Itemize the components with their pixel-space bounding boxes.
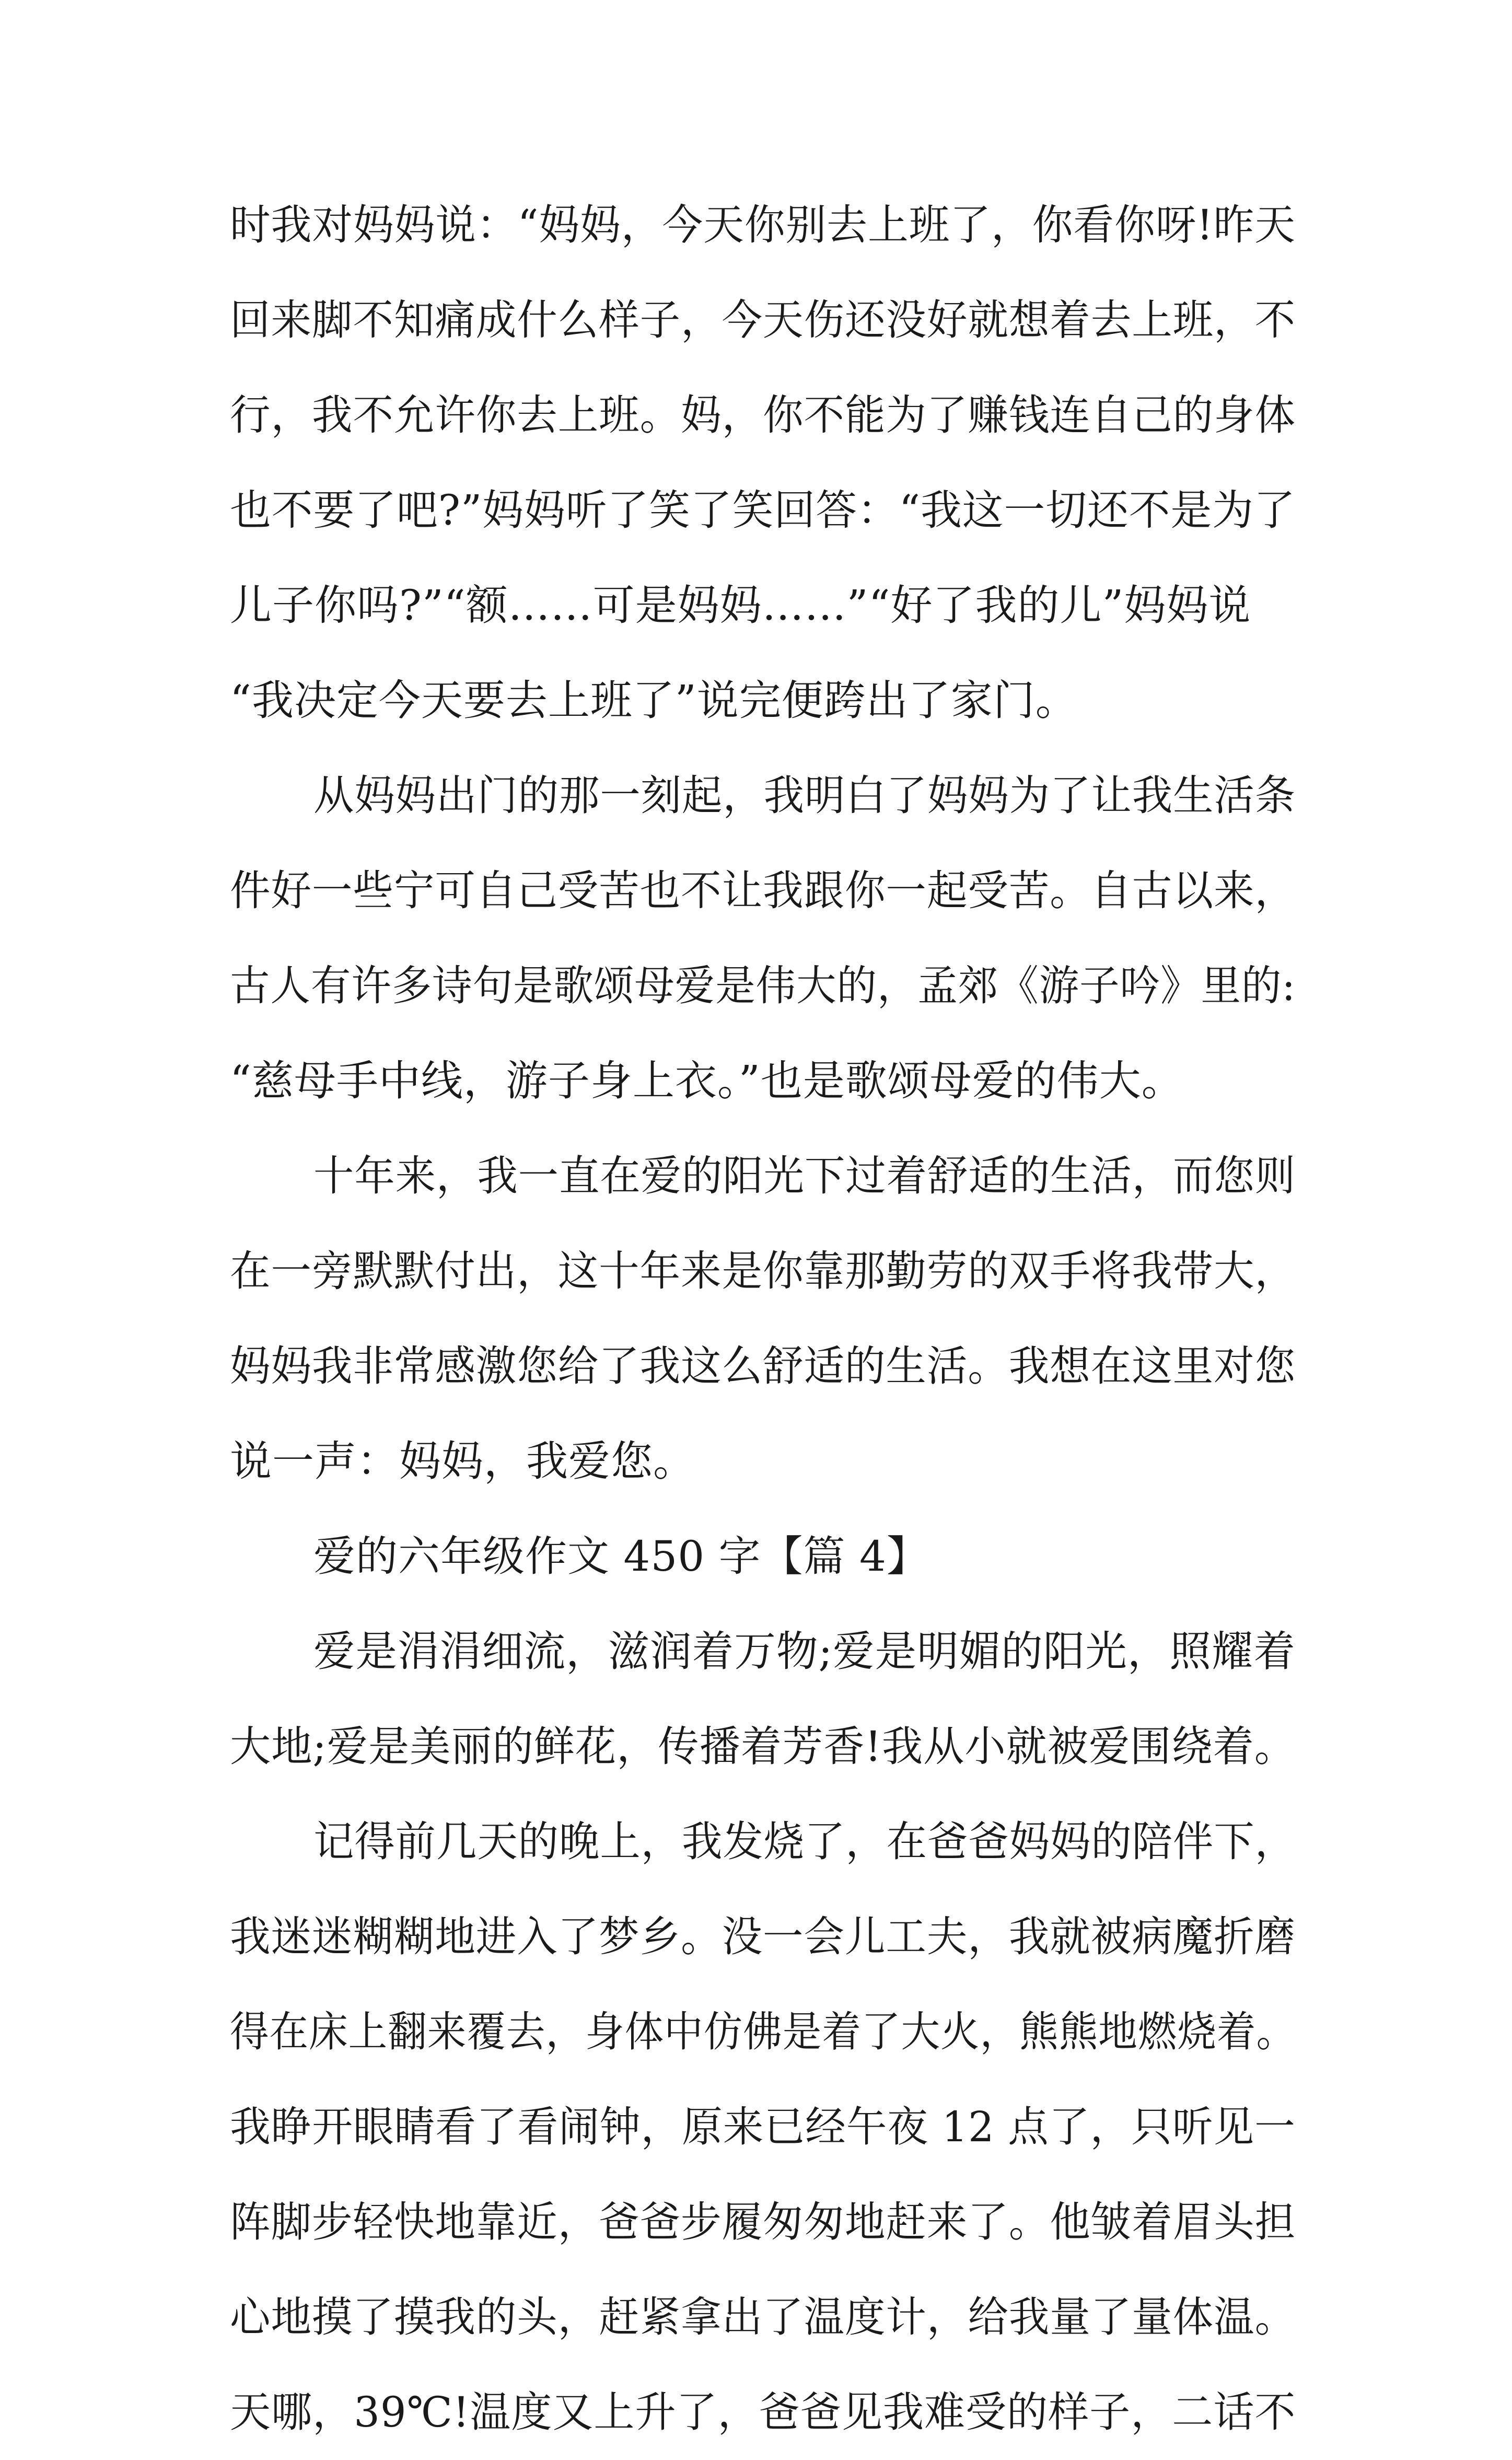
text-line: 我迷迷糊糊地进入了梦乡。没一会儿工夫，我就被病魔折磨	[230, 1912, 1296, 1961]
text-line: 得在床上翻来覆去，身体中仿佛是着了大火，熊熊地燃烧着。	[230, 2008, 1296, 2056]
text-line: 心地摸了摸我的头，赶紧拿出了温度计，给我量了量体温。	[230, 2293, 1296, 2341]
text-line: 从妈妈出门的那一刻起，我明白了妈妈为了让我生活条	[313, 771, 1296, 820]
text-line: 儿子你吗?”“额……可是妈妈……”“好了我的儿”妈妈说	[230, 581, 1251, 630]
text-line: 行，我不允许你去上班。妈，你不能为了赚钱连自己的身体	[230, 391, 1296, 439]
text-line: 时我对妈妈说：“妈妈，今天你别去上班了，你看你呀!昨天	[230, 201, 1296, 249]
text-line: 回来脚不知痛成什么样子，今天伤还没好就想着去上班，不	[230, 296, 1296, 344]
text-line: 十年来，我一直在爱的阳光下过着舒适的生活，而您则	[313, 1152, 1296, 1200]
text-line: 大地;爱是美丽的鲜花，传播着芳香!我从小就被爱围绕着。	[230, 1722, 1296, 1771]
text-line: 我睁开眼睛看了看闹钟，原来已经午夜 12 点了，只听见一	[230, 2103, 1296, 2151]
text-line: “慈母手中线，游子身上衣。”也是歌颂母爱的伟大。	[230, 1057, 1184, 1105]
text-line: 阵脚步轻快地靠近，爸爸步履匆匆地赶来了。他皱着眉头担	[230, 2198, 1296, 2246]
text-line: 妈妈我非常感激您给了我这么舒适的生活。我想在这里对您	[230, 1342, 1296, 1390]
text-line: 在一旁默默付出，这十年来是你靠那勤劳的双手将我带大，	[230, 1247, 1296, 1295]
text-line: 也不要了吧?”妈妈听了笑了笑回答：“我这一切还不是为了	[230, 486, 1296, 535]
text-line: 件好一些宁可自己受苦也不让我跟你一起受苦。自古以来，	[230, 866, 1296, 915]
text-line: 爱是涓涓细流，滋润着万物;爱是明媚的阳光，照耀着	[313, 1627, 1296, 1676]
essay-text	[230, 178, 1296, 2460]
text-line: 说一声：妈妈，我爱您。	[230, 1437, 695, 1486]
text-line: 记得前几天的晚上，我发烧了，在爸爸妈妈的陪伴下，	[313, 1817, 1296, 1866]
text-line: 爱的六年级作文 450 字【篇 4】	[313, 1532, 929, 1581]
text-line: 古人有许多诗句是歌颂母爱是伟大的，孟郊《游子吟》里的:	[230, 961, 1296, 1010]
text-line: “我决定今天要去上班了”说完便跨出了家门。	[230, 676, 1078, 725]
text-line: 天哪，39℃!温度又上升了，爸爸见我难受的样子，二话不	[230, 2388, 1296, 2436]
